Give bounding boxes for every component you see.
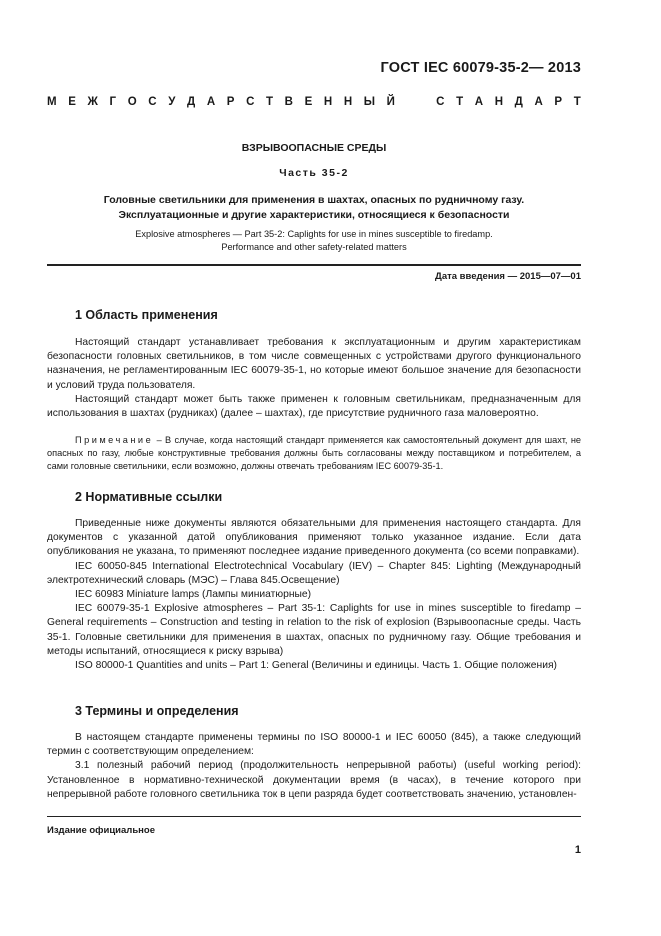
interstate-letter: Т	[573, 96, 581, 108]
section-1-body	[47, 336, 581, 421]
interstate-letter: Г	[109, 96, 117, 108]
interstate-letter: У	[168, 96, 176, 108]
interstate-letter: Ы	[363, 96, 376, 108]
title-main-line-a: Головные светильники для применения в шахтах, опасных по рудничному газу.	[103, 194, 525, 206]
interstate-letter: В	[284, 96, 293, 108]
standard-code: ГОСТ IEC 60079-35-2— 2013	[380, 60, 581, 76]
interstate-letter: С	[148, 96, 157, 108]
interstate-letter: Т	[456, 96, 464, 108]
footer-divider	[47, 816, 581, 817]
section-2-heading: 2 Нормативные ссылки	[75, 490, 223, 504]
interstate-letter: Й	[386, 96, 395, 108]
page-number: 1	[574, 844, 581, 856]
interstate-letter: С	[246, 96, 255, 108]
interstate-letter: А	[206, 96, 216, 108]
interstate-letter: А	[474, 96, 484, 108]
section-2-body	[47, 517, 581, 673]
interstate-letter: Ж	[87, 96, 98, 108]
note-label: Примечание	[75, 435, 154, 445]
interstate-letter: Н	[343, 96, 353, 108]
section-2-reference-1: IEC 60050-845 International Electrotechnical Vocabulary (IEV) – Chapter 845: Lighting (Международный электротехнический словарь (МЭС) – Глава 845.Освещение)	[47, 560, 581, 586]
interstate-letter: Т	[266, 96, 274, 108]
title-english	[47, 228, 581, 254]
title-line-1: ВЗРЫВООПАСНЫЕ СРЕДЫ	[241, 142, 387, 154]
section-1-note	[47, 434, 581, 473]
interstate-letter: Н	[323, 96, 333, 108]
section-1-heading: 1 Область применения	[75, 308, 218, 322]
section-1-paragraph-2: Настоящий стандарт может быть также применен к головным светильникам, предназначенным для использования в шахтах (рудниках) (далее – шахтах), где присутствие рудничного газа маловероятно.	[47, 393, 581, 420]
word-gap	[407, 96, 425, 108]
section-2-reference-3: IEC 60079-35-1 Explosive atmospheres – Part 35-1: Caplights for use in mines susceptible to firedamp – General requirements – Construction and testing in relation to the risk of explosion (Взрывоопасные среды. Часть 35-1. Головные светильники для применения в шахтах, опасных по рудничному газу. Общие требования и методы испытаний, относящиеся к риску взрыва)	[47, 603, 581, 657]
interstate-letter: Р	[554, 96, 563, 108]
interstate-letter: А	[534, 96, 543, 108]
interstate-letter: Р	[226, 96, 235, 108]
section-1-paragraph-1: Настоящий стандарт устанавливает требования к эксплуатационным и другим характеристикам безопасности головных светильников, в том числе совмещенных с устройствами другого функционального назначения, не регламентированным IEC 60079-35-1, но которые имеют большое значение для безопасности и условий труда пользователя.	[47, 337, 581, 391]
section-2-reference-2: IEC 60983 Miniature lamps (Лампы миниатюрные)	[75, 589, 312, 601]
title-english-line-a: Explosive atmospheres — Part 35-2: Caplights for use in mines susceptible to firedamp.	[135, 229, 493, 239]
title-english-line-b: Performance and other safety-related matters	[221, 242, 407, 252]
section-3-heading: 3 Термины и определения	[75, 704, 239, 718]
interstate-letter: Н	[494, 96, 504, 108]
introduction-date: Дата введения — 2015—07—01	[435, 271, 581, 282]
section-3-definition-3-1: 3.1 полезный рабочий период (продолжительность непрерывной работы) (useful working period): Установленное в нормативно-технической документации время (в часах), в течение которого при непрерывной работе головного светильника ток в цепи разряда будет соответствовать значению, установлен-	[47, 760, 581, 800]
section-2-reference-4: ISO 80000-1 Quantities and units – Part 1: General (Величины и единицы. Часть 1. Общие положения)	[75, 660, 557, 672]
interstate-letter: С	[436, 96, 445, 108]
official-edition-label: Издание официальное	[47, 825, 155, 836]
interstate-standard-heading	[47, 96, 581, 108]
title-main-line-b: Эксплуатационные и другие характеристики, относящиеся к безопасности	[118, 209, 510, 221]
title-part: Часть 35-2	[279, 167, 349, 179]
section-3-paragraph-1: В настоящем стандарте применены термины по ISO 80000-1 и IEC 60050 (845), а также следующий термин с соответствующим определением:	[47, 732, 581, 758]
section-2-paragraph-1: Приведенные ниже документы являются обязательными для применения настоящего стандарта. Для документов с указанной датой опубликования применяют только указанное издание. Если дата опубликования не указана, то применяют последнее издание приведенного документа (со всеми поправками).	[47, 518, 581, 558]
header-divider	[47, 264, 581, 266]
interstate-letter: Д	[514, 96, 523, 108]
interstate-letter: Е	[68, 96, 76, 108]
note-text: – В случае, когда настоящий стандарт применяется как самостоятельный документ для шахт, не опасных по газу, любые конструктивные требования должны быть согласованы между поставщиком и потребителем, а сами головные светильники, если возможно, должны отвечать требованиям IEC 60079-35-1.	[47, 435, 581, 471]
section-3-body	[47, 731, 581, 802]
interstate-letter: Е	[304, 96, 313, 108]
interstate-letter: М	[47, 96, 57, 108]
title-main	[47, 193, 581, 223]
interstate-letter: О	[127, 96, 137, 108]
interstate-letter: Д	[187, 96, 196, 108]
